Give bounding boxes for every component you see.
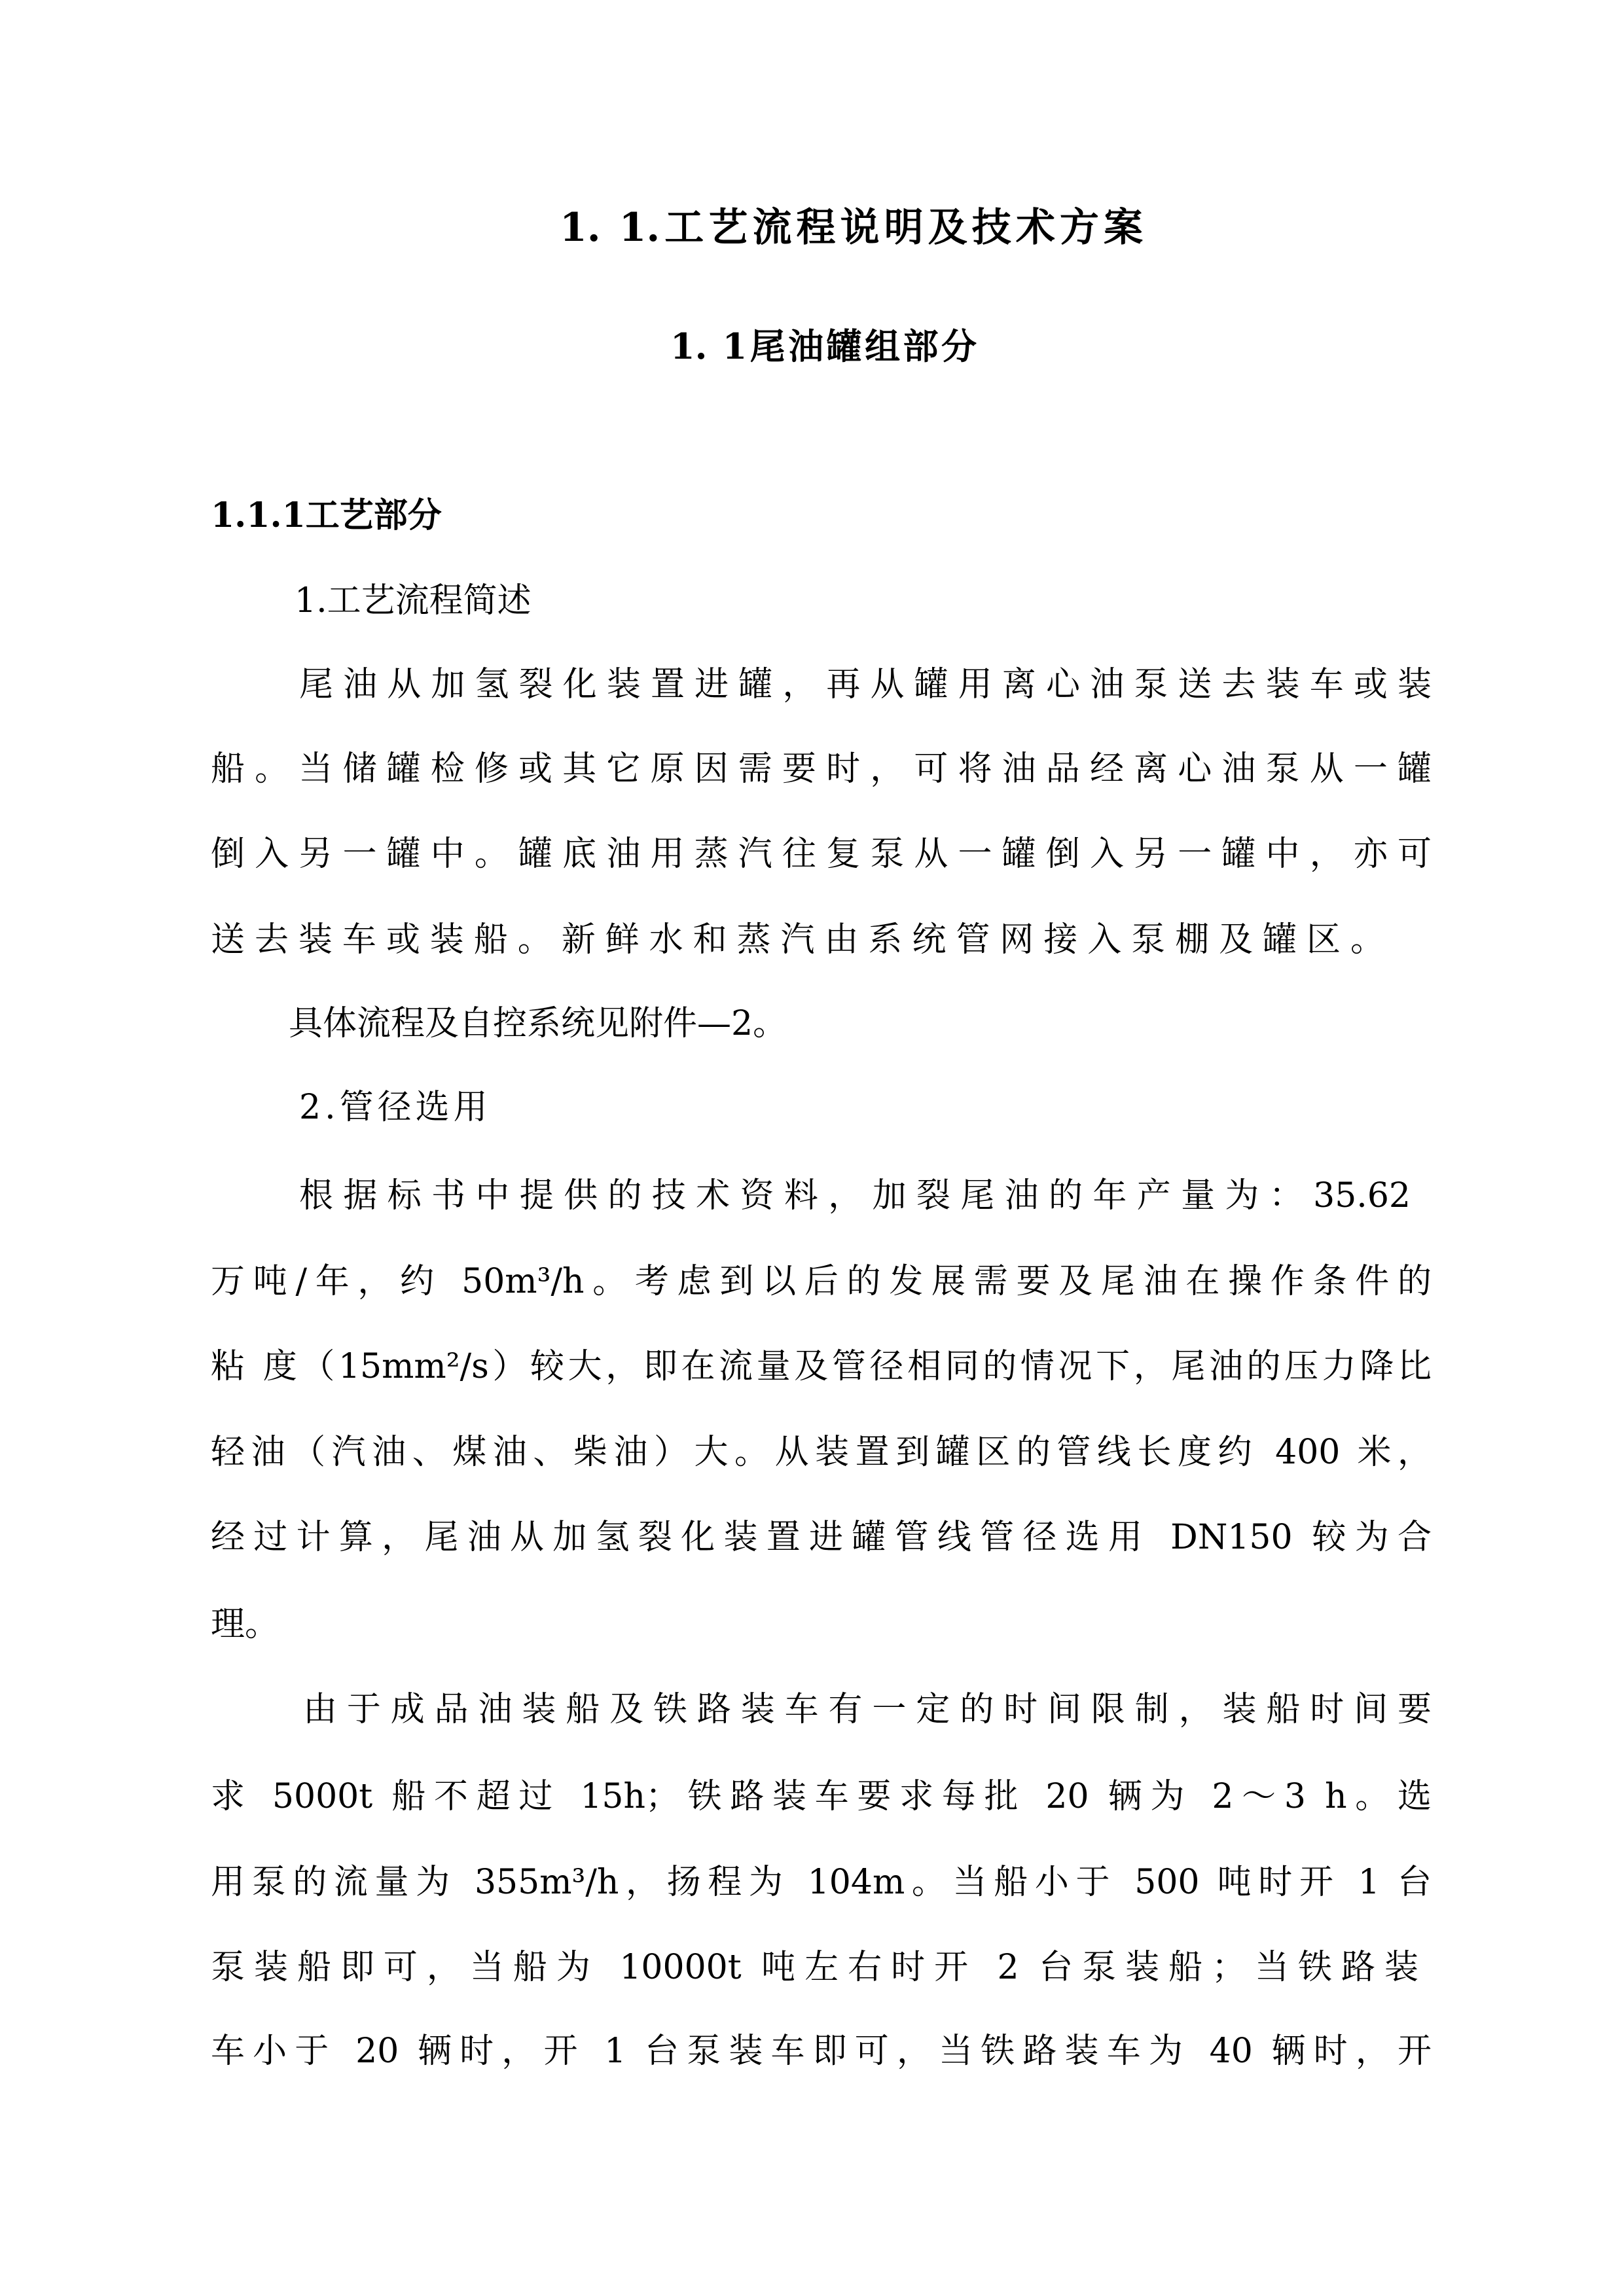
paragraph-line: 由于成品油装船及铁路装车有一定的时间限制，装船时间要 xyxy=(303,1690,1432,1729)
paragraph-line: 粘 度（15mm²/s）较大，即在流量及管径相同的情况下，尾油的压力降比 xyxy=(211,1347,1432,1386)
paragraph-line: 万吨/年，约 50m³/h。考虑到以后的发展需要及尾油在操作条件的 xyxy=(211,1262,1432,1301)
paragraph-line: 理。 xyxy=(211,1605,280,1644)
paragraph-line: 送去装车或装船。新鲜水和蒸汽由系统管网接入泵棚及罐区。 xyxy=(211,920,1384,960)
paragraph-line: 泵装船即可，当船为 10000t 吨左右时开 2 台泵装船；当铁路装 xyxy=(211,1948,1418,1987)
paragraph-line: 轻油（汽油、煤油、柴油）大。从装置到罐区的管线长度约 400 米， xyxy=(211,1433,1432,1472)
paragraph-line: 用泵的流量为 355m³/h，扬程为 104m。当船小于 500 吨时开 1 台 xyxy=(211,1863,1432,1902)
item-heading-process-overview: 1.工艺流程简述 xyxy=(295,581,532,620)
document-title: 1. 1.工艺流程说明及技术方案 xyxy=(560,205,1143,251)
paragraph-line: 倒入另一罐中。罐底油用蒸汽往复泵从一罐倒入另一罐中，亦可 xyxy=(211,834,1432,874)
item-heading-pipe-selection: 2.管径选用 xyxy=(299,1088,492,1127)
paragraph-line: 车小于 20 辆时，开 1 台泵装车即可，当铁路装车为 40 辆时，开 xyxy=(211,2032,1432,2071)
paragraph-line: 根据标书中提供的技术资料，加裂尾油的年产量为：35.62 xyxy=(299,1176,1411,1215)
paragraph-line: 尾油从加氢裂化装置进罐，再从罐用离心油泵送去装车或装 xyxy=(299,665,1432,704)
paragraph-line: 具体流程及自控系统见附件—2。 xyxy=(289,1004,787,1043)
paragraph-line: 经过计算，尾油从加氢裂化装置进罐管线管径选用 DN150 较为合 xyxy=(211,1518,1432,1557)
paragraph-line: 求 5000t 船不超过 15h；铁路装车要求每批 20 辆为 2～3 h。选 xyxy=(211,1777,1432,1816)
section-subtitle: 1. 1尾油罐组部分 xyxy=(670,325,977,367)
paragraph-line: 船。当储罐检修或其它原因需要时，可将油品经离心油泵从一罐 xyxy=(211,749,1432,789)
subsection-heading: 1.1.1工艺部分 xyxy=(211,495,442,535)
